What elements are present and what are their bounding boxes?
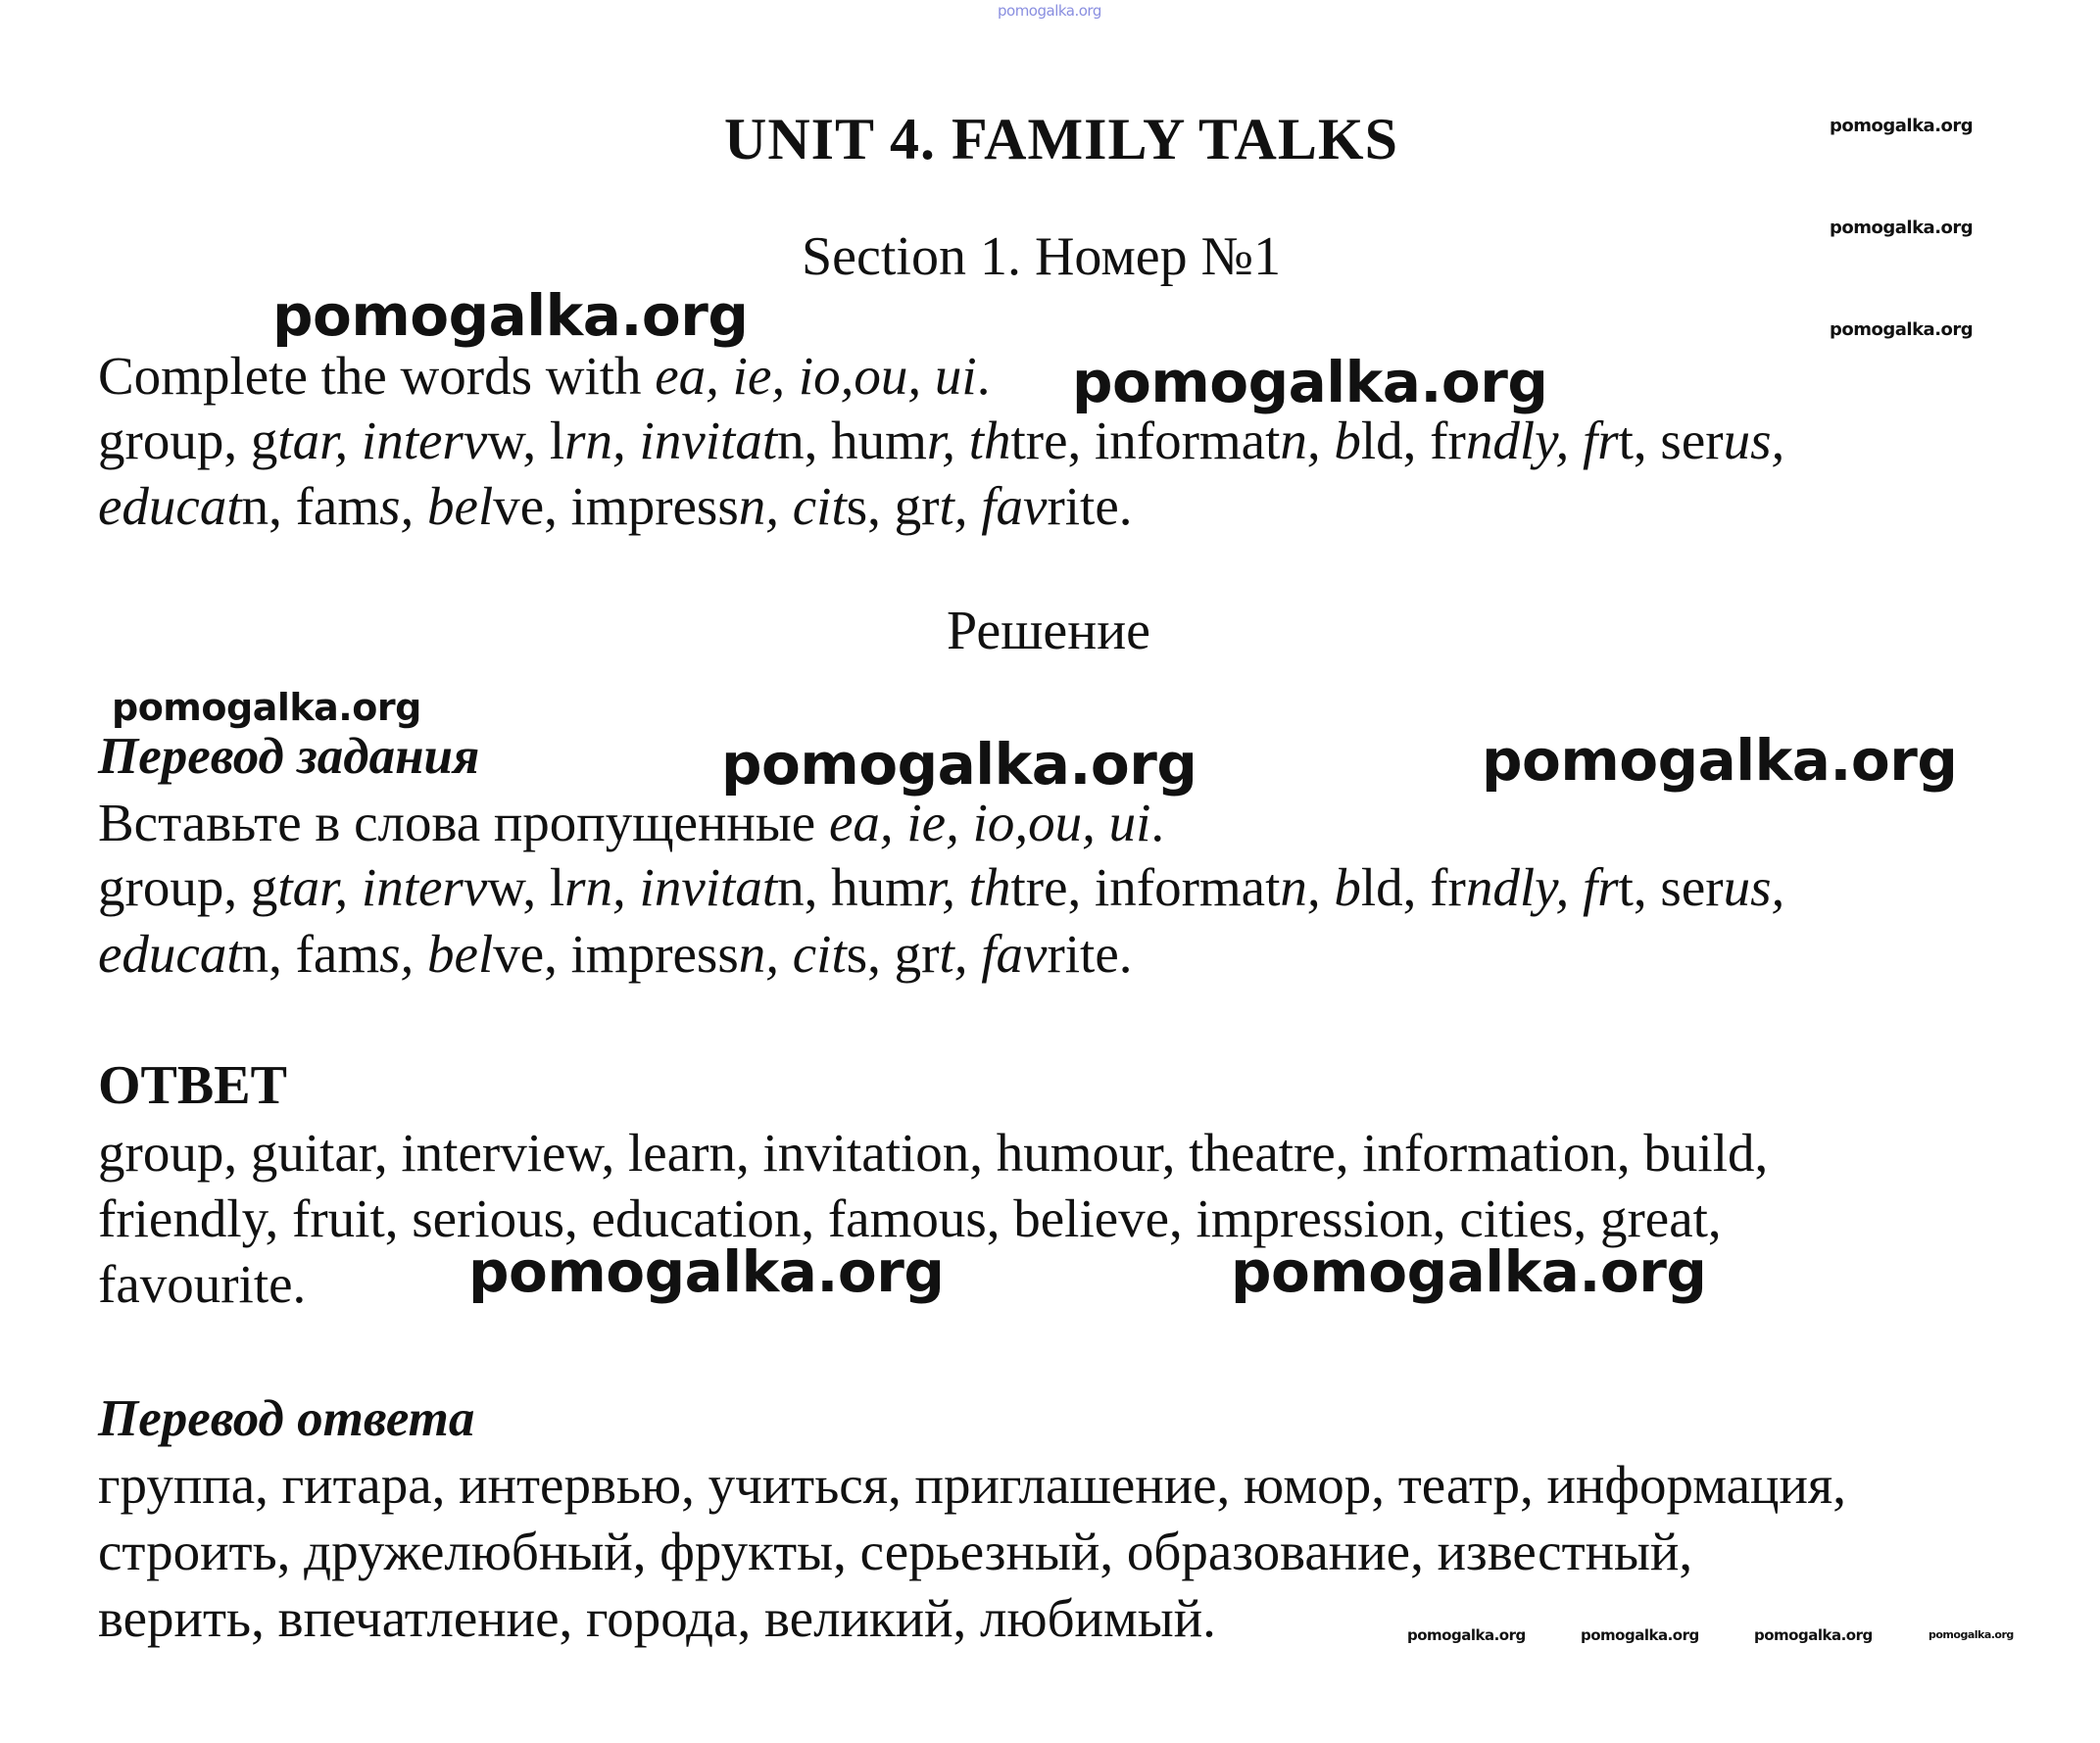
text-segment: s, bel — [379, 476, 494, 536]
watermark-right-1: pomogalka.org — [1830, 116, 1974, 136]
page-title: UNIT 4. FAMILY TALKS — [724, 107, 1398, 171]
watermark-small-left: pomogalka.org — [112, 686, 421, 729]
translation-task-intro — [98, 790, 1164, 855]
section-title: Section 1. Номер №1 — [802, 226, 1282, 287]
text-segment: educat — [98, 924, 242, 984]
text-segment: n, cit — [738, 476, 847, 536]
task-intro-text: Complete the words with — [98, 346, 656, 406]
watermark-top: pomogalka.org — [998, 2, 1101, 20]
watermark-bottom-2: pomogalka.org — [1581, 1626, 1699, 1644]
text-segment: r, th — [926, 411, 1011, 470]
text-segment: n, b — [1280, 411, 1361, 470]
text-segment: w, l — [487, 411, 565, 470]
task-intro-end: . — [976, 346, 991, 406]
text-segment: n, b — [1280, 857, 1361, 917]
watermark-big-3: pomogalka.org — [721, 731, 1197, 798]
text-segment: t, fav — [939, 476, 1048, 536]
translation-task-heading: Перевод задания — [98, 728, 480, 785]
text-segment: rn, invitat — [564, 411, 778, 470]
watermark-bottom-3: pomogalka.org — [1754, 1626, 1873, 1644]
text-segment: ld, fr — [1360, 411, 1466, 470]
text-segment: tar, interv — [277, 411, 488, 470]
watermark-big-1: pomogalka.org — [272, 282, 749, 349]
translation-answer-line-3: верить, впечатление, города, великий, любимый. — [98, 1588, 1216, 1648]
text-segment: ld, fr — [1360, 857, 1466, 917]
text-segment: n, hum — [777, 411, 927, 470]
text-segment: ndly, fr — [1465, 411, 1619, 470]
text-segment: r, th — [926, 857, 1011, 917]
answer-line-2: friendly, fruit, serious, education, famous, believe, impression, cities, great, — [98, 1188, 1722, 1248]
answer-line-3: favourite. — [98, 1254, 307, 1314]
text-segment: n, fam — [241, 924, 380, 984]
text-segment: tre, informat — [1010, 857, 1281, 917]
watermark-big-4: pomogalka.org — [1482, 727, 1958, 794]
translation-answer-heading: Перевод ответа — [98, 1390, 475, 1447]
translation-words-line-1 — [98, 854, 1784, 920]
text-segment: tre, informat — [1010, 411, 1281, 470]
text-segment: w, l — [487, 857, 565, 917]
text-segment: n, cit — [738, 924, 847, 984]
text-segment: t, ser — [1618, 857, 1724, 917]
text-segment: ea, ie, io,ou, ui — [828, 793, 1151, 852]
text-segment: us, — [1723, 857, 1785, 917]
text-segment: ve, impress — [493, 476, 739, 536]
translation-answer-line-2: строить, дружелюбный, фрукты, серьезный, образование, известный, — [98, 1522, 1693, 1581]
text-segment: rite. — [1047, 924, 1133, 984]
text-segment: ve, impress — [493, 924, 739, 984]
watermark-big-6: pomogalka.org — [1231, 1238, 1707, 1305]
answer-line-1: group, guitar, interview, learn, invitation, humour, theatre, information, build, — [98, 1123, 1769, 1183]
text-segment: n, hum — [777, 857, 927, 917]
text-segment: ndly, fr — [1465, 857, 1619, 917]
text-segment: tar, interv — [277, 857, 488, 917]
watermark-right-3: pomogalka.org — [1830, 319, 1974, 340]
text-segment: educat — [98, 476, 242, 536]
solution-label: Решение — [947, 601, 1151, 661]
task-words-line-2 — [98, 473, 1133, 539]
translation-answer-line-1: группа, гитара, интервью, учиться, приглашение, юмор, театр, информация, — [98, 1455, 1846, 1515]
text-segment: s, gr — [846, 924, 940, 984]
text-segment: Вставьте в слова пропущенные — [98, 793, 829, 852]
answer-heading: ОТВЕТ — [98, 1055, 287, 1116]
watermark-bottom-1: pomogalka.org — [1407, 1626, 1526, 1644]
text-segment: s, gr — [846, 476, 940, 536]
task-intro — [98, 343, 990, 409]
text-segment: n, fam — [241, 476, 380, 536]
text-segment: rite. — [1047, 476, 1133, 536]
watermark-right-2: pomogalka.org — [1830, 218, 1974, 238]
text-segment: rn, invitat — [564, 857, 778, 917]
watermark-big-5: pomogalka.org — [468, 1238, 945, 1305]
text-segment: group, g — [98, 411, 278, 470]
watermark-big-2: pomogalka.org — [1072, 349, 1548, 415]
text-segment: . — [1150, 793, 1165, 852]
text-segment: group, g — [98, 857, 278, 917]
translation-words-line-2 — [98, 921, 1133, 987]
task-words-line-1 — [98, 408, 1784, 473]
text-segment: t, fav — [939, 924, 1048, 984]
task-intro-letters: ea, ie, io,ou, ui — [655, 346, 977, 406]
watermark-bottom-4: pomogalka.org — [1929, 1628, 2014, 1641]
text-segment: us, — [1723, 411, 1785, 470]
text-segment: s, bel — [379, 924, 494, 984]
text-segment: t, ser — [1618, 411, 1724, 470]
